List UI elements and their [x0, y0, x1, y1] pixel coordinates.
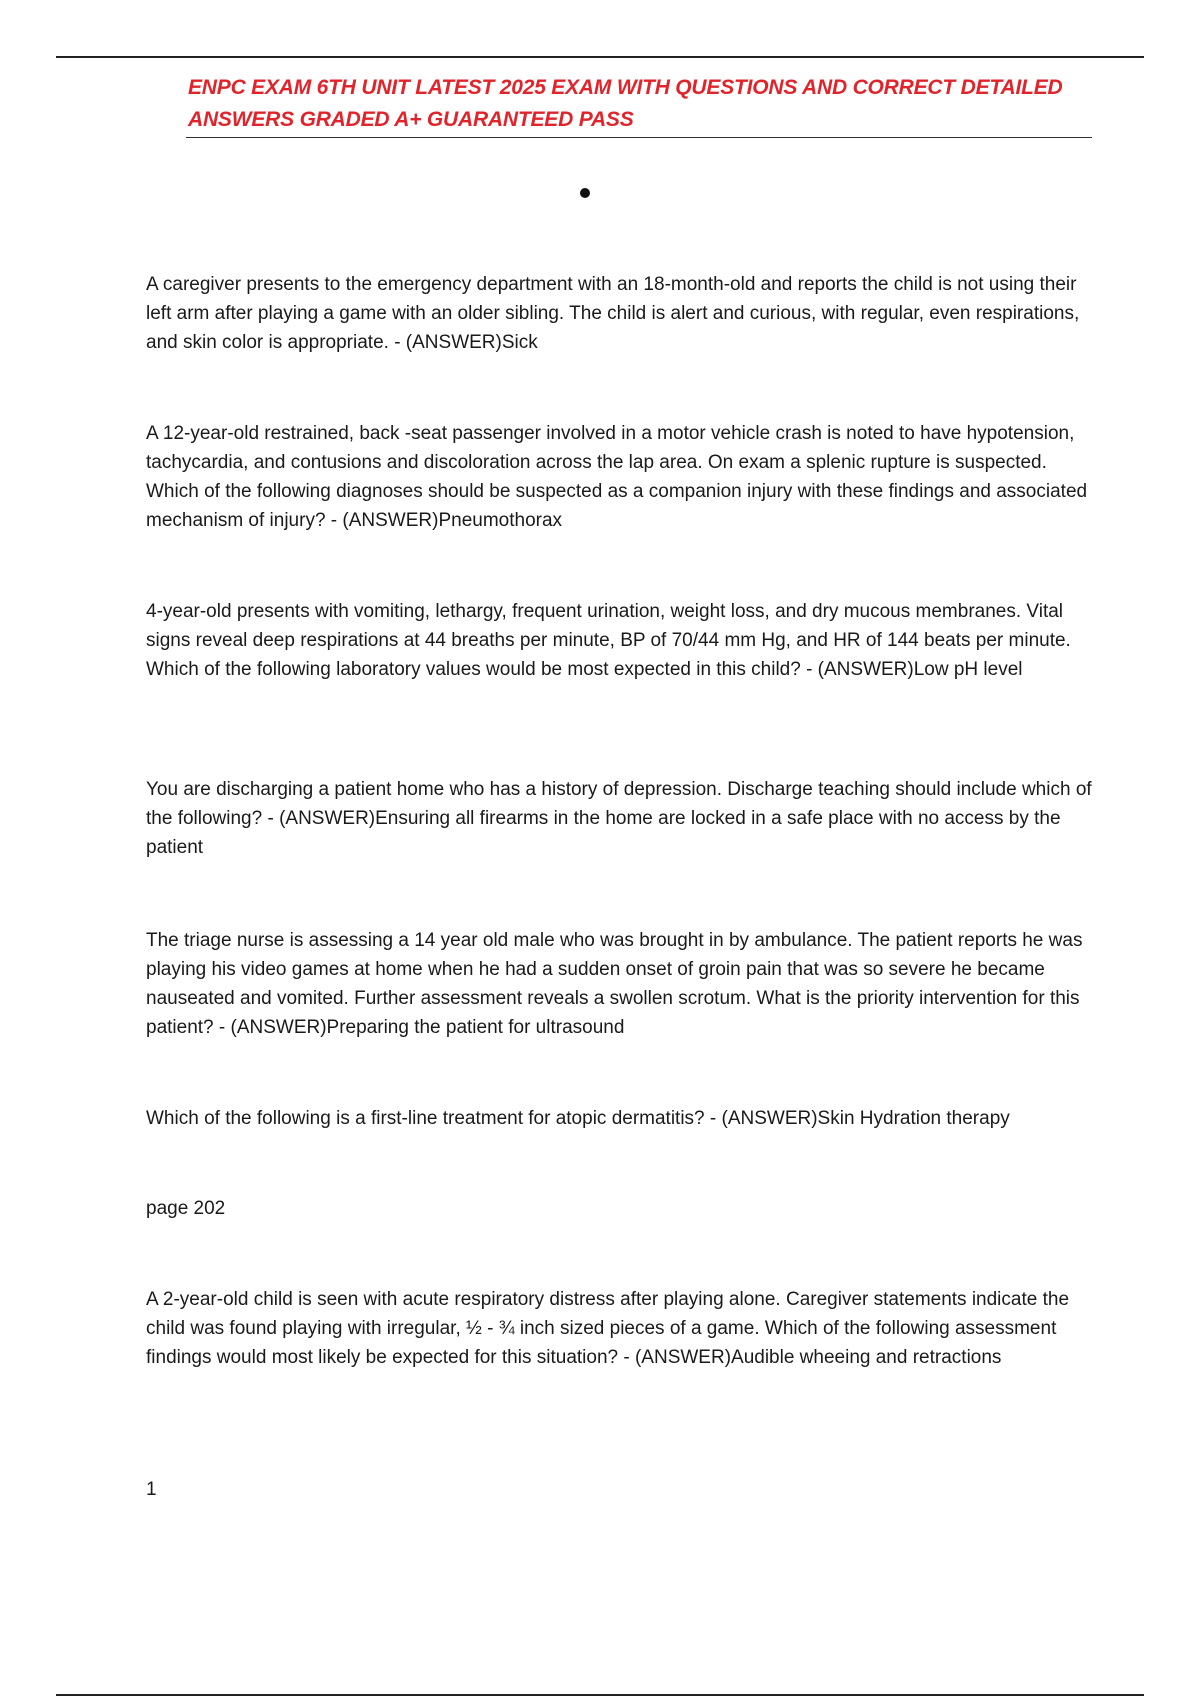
qa-item-4: You are discharging a patient home who has a history of depression. Discharge teaching should include which of the following? - (ANSWER)Ensuring all firearms in the home are locked in a safe place with no access by the patient	[146, 779, 1092, 858]
qa-item-1: A caregiver presents to the emergency department with an 18-month-old and reports the child is not using their left arm after playing a game with an older sibling. The child is alert and curious, with regular, even respirations, and skin color is appropriate. - (ANSWER)Sick	[146, 274, 1080, 353]
page-note: page 202	[146, 1198, 226, 1219]
bottom-rule	[56, 1694, 1144, 1696]
qa-item-7: A 2-year-old child is seen with acute respiratory distress after playing alone. Caregiver statements indicate the child was found playing with irregular, ½ - ¾ inch sized pieces of a game. Which of the following assessment findings would most likely be expected for this situation? - (ANSWER)Audible wheeing and retractions	[146, 1289, 1070, 1368]
qa-item-5: The triage nurse is assessing a 14 year old male who was brought in by ambulance. The patient reports he was playing his video games at home when he had a sudden onset of groin pain that was so severe he became nauseated and vomited. Further assessment reveals a swollen scrotum. What is the priority intervention for this patient? - (ANSWER)Preparing the patient for ultrasound	[146, 930, 1083, 1038]
title-underline	[186, 137, 1092, 138]
page-number: 1	[146, 1479, 157, 1500]
top-rule	[56, 56, 1144, 58]
qa-item-3: 4-year-old presents with vomiting, lethargy, frequent urination, weight loss, and dry mucous membranes. Vital signs reveal deep respirations at 44 breaths per minute, BP of 70/44 mm Hg, and HR of 144 beats per minute. Which of the following laboratory values would be most expected in this child? - (ANSWER)Low pH level	[146, 601, 1071, 680]
qa-item-6: Which of the following is a first-line treatment for atopic dermatitis? - (ANSWER)Skin Hydration therapy	[146, 1108, 1010, 1129]
bullet-point	[580, 188, 590, 198]
qa-item-2: A 12-year-old restrained, back -seat passenger involved in a motor vehicle crash is noted to have hypotension, tachycardia, and contusions and discoloration across the lap area. On exam a splenic rupture is suspected. Which of the following diagnoses should be suspected as a companion injury with these findings and associated mechanism of injury? - (ANSWER)Pneumothorax	[146, 423, 1088, 531]
document-title: ENPC EXAM 6TH UNIT LATEST 2025 EXAM WITH QUESTIONS AND CORRECT DETAILED ANSWERS GRADED A+ GUARANTEED PASS	[188, 76, 1063, 131]
